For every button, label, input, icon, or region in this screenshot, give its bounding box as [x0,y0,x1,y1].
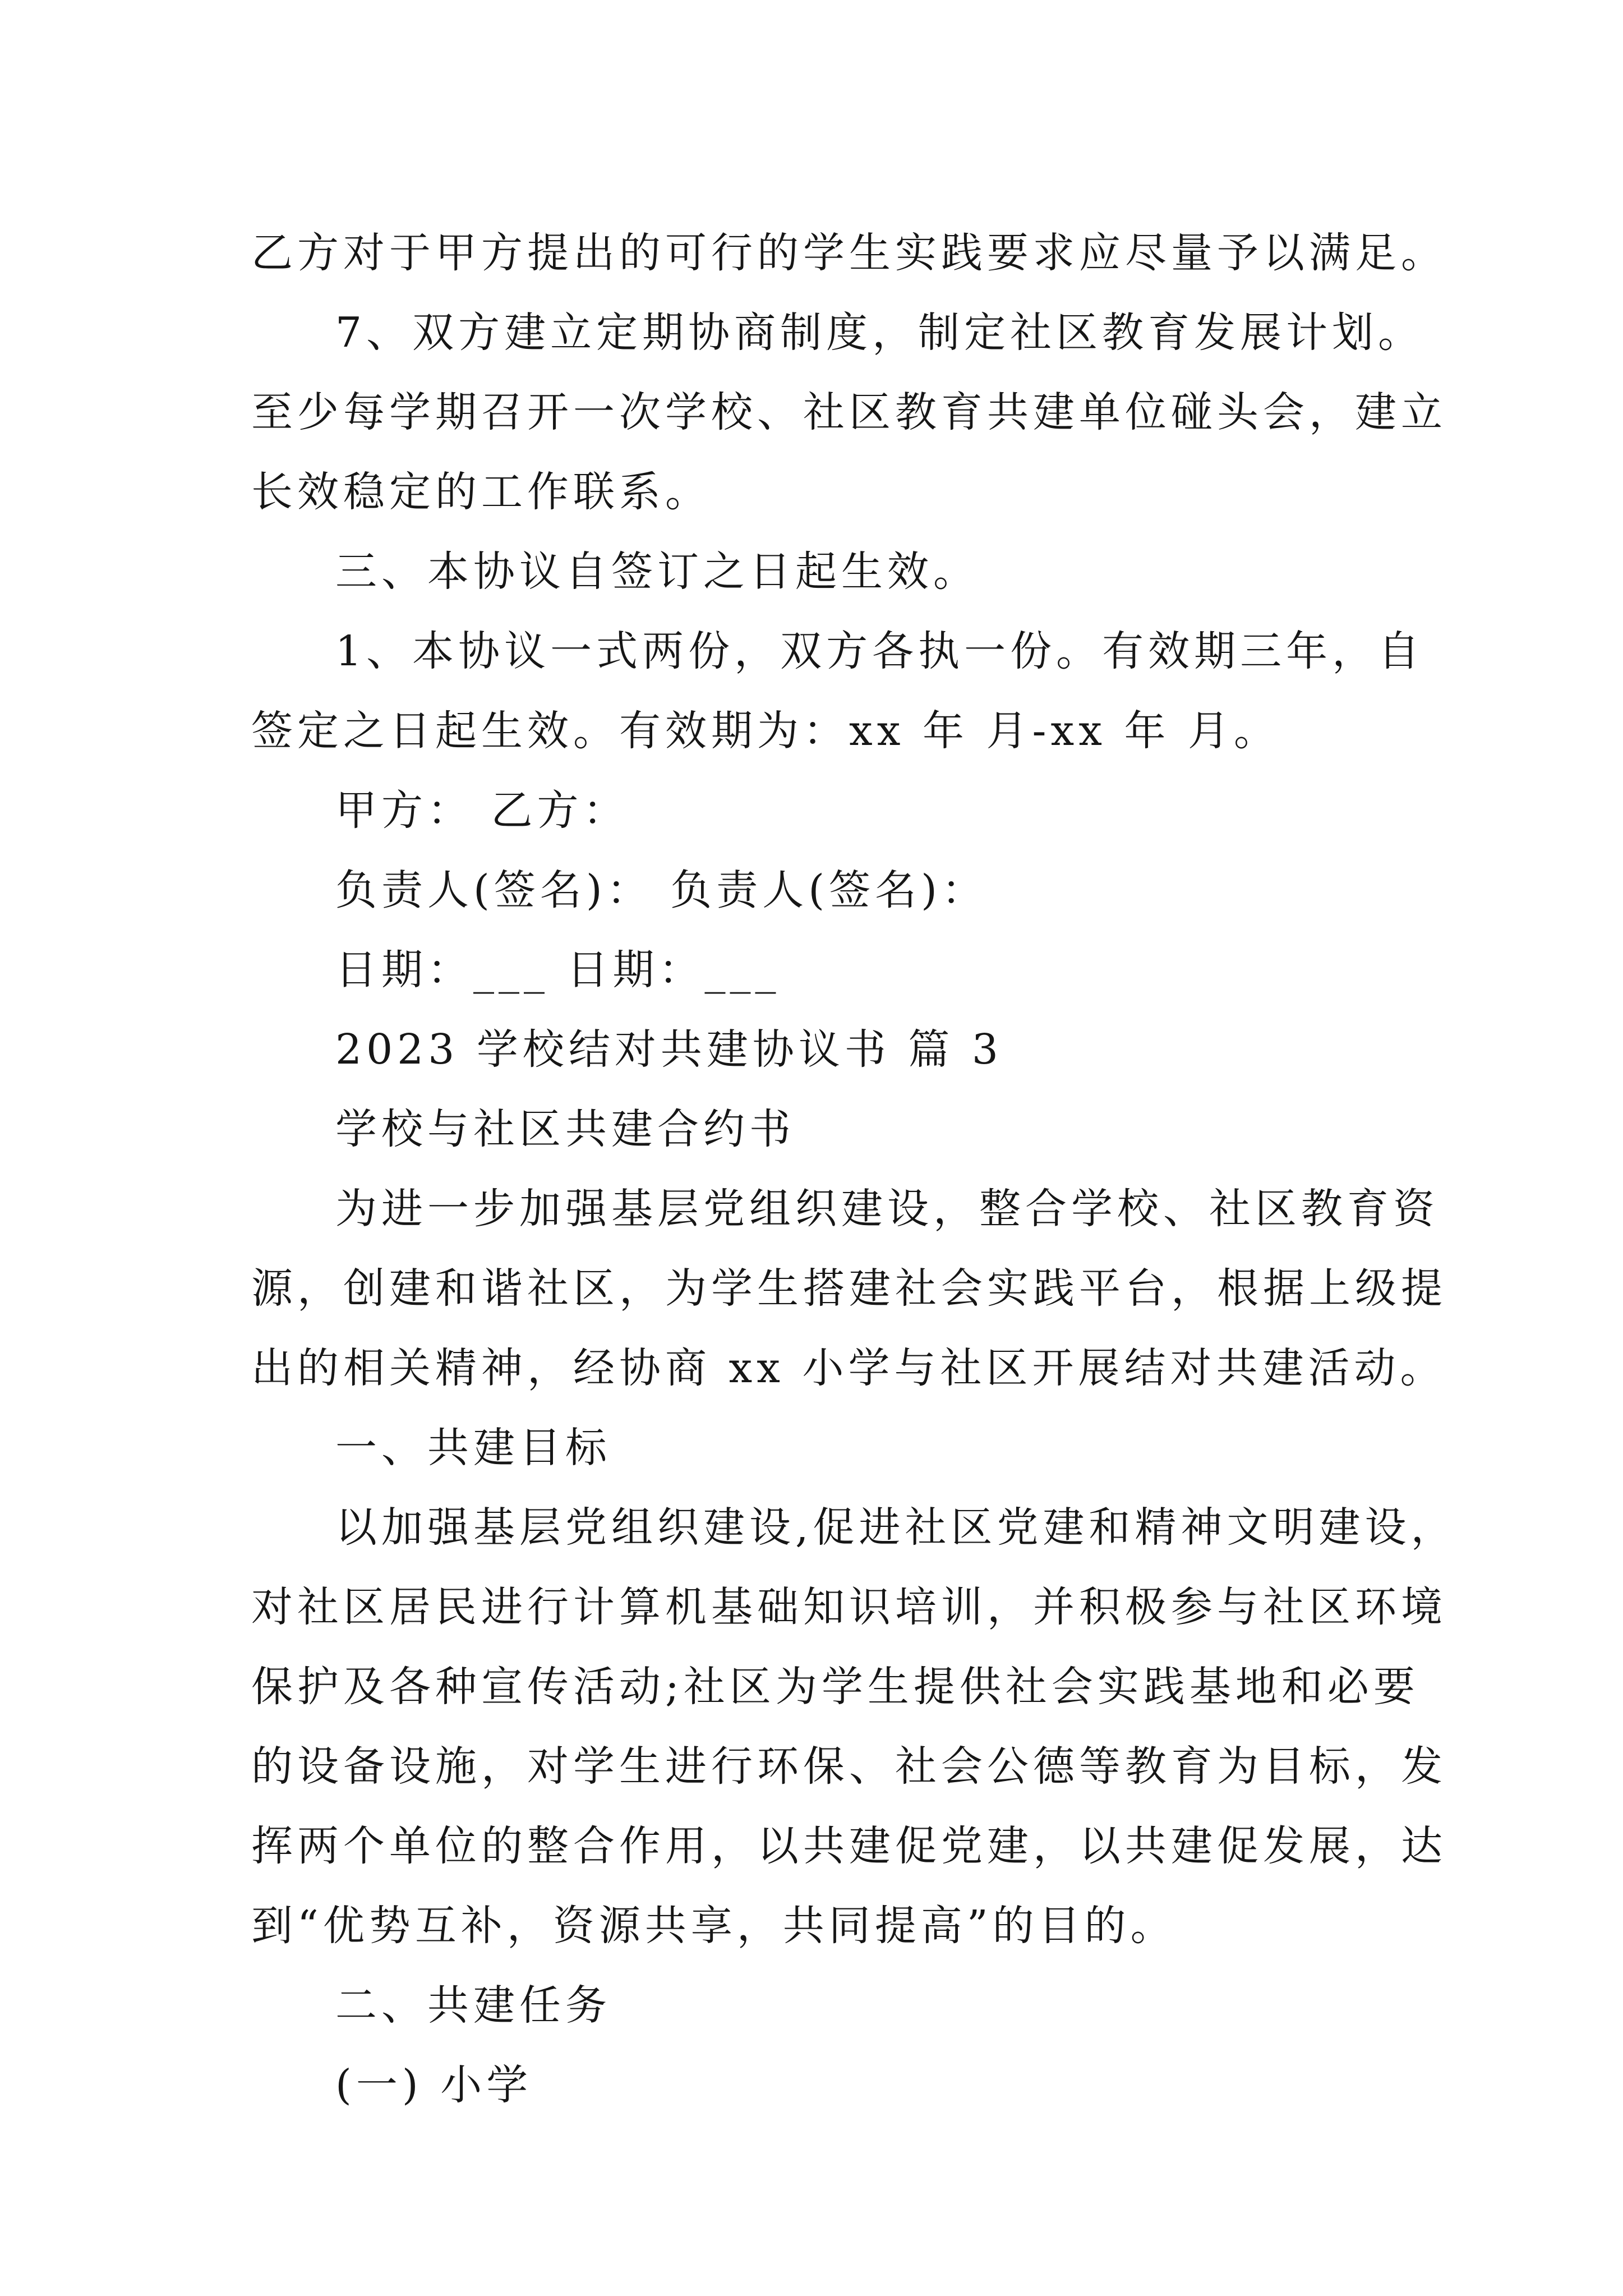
paragraph-line: 到“优势互补，资源共享，共同提高”的目的。 [251,1902,1177,1950]
section-heading: 二、共建任务 [335,1981,611,2030]
contract-title: 学校与社区共建合约书 [335,1105,795,1153]
paragraph-line: 至少每学期召开一次学校、社区教育共建单位碰头会，建立 [251,388,1447,436]
section-heading: 三、本协议自签订之日起生效。 [335,547,979,596]
paragraph-line: 以加强基层党组织建设,促进社区党建和精神文明建设， [335,1503,1457,1552]
paragraph-line: 1、本协议一式两份，双方各执一份。有效期三年，自 [335,627,1424,675]
paragraph-line: 保护及各种宣传活动;社区为学生提供社会实践基地和必要 [251,1663,1419,1711]
paragraph-line: 乙方对于甲方提出的可行的学生实践要求应尽量予以满足。 [251,229,1447,277]
party-labels: 甲方： 乙方： [335,786,629,835]
paragraph-line: 源，创建和谐社区，为学生搭建社会实践平台，根据上级提 [251,1264,1447,1313]
subsection-heading: (一) 小学 [335,2061,533,2109]
paragraph-line: 的设备设施，对学生进行环保、社会公德等教育为目标，发 [251,1742,1447,1791]
paragraph-line: 对社区居民进行计算机基础知识培训，并积极参与社区环境 [251,1583,1447,1631]
paragraph-line: 为进一步加强基层党组织建设，整合学校、社区教育资 [335,1185,1439,1233]
signature-labels: 负责人(签名)： 负责人(签名)： [335,866,988,914]
paragraph-line: 出的相关精神，经协商 xx 小学与社区开展结对共建活动。 [251,1344,1446,1392]
paragraph-line: 7、双方建立定期协商制度，制定社区教育发展计划。 [335,309,1424,357]
date-labels: 日期：___ 日期：___ [335,946,781,994]
section-heading: 一、共建目标 [335,1424,611,1472]
paragraph-line: 挥两个单位的整合作用，以共建促党建，以共建促发展，达 [251,1822,1447,1870]
paragraph-line: 长效稳定的工作联系。 [251,468,711,516]
paragraph-line: 签定之日起生效。有效期为：xx 年 月-xx 年 月。 [251,707,1280,755]
article-title: 2023 学校结对共建协议书 篇 3 [335,1025,1003,1074]
document-body [251,213,1457,2125]
